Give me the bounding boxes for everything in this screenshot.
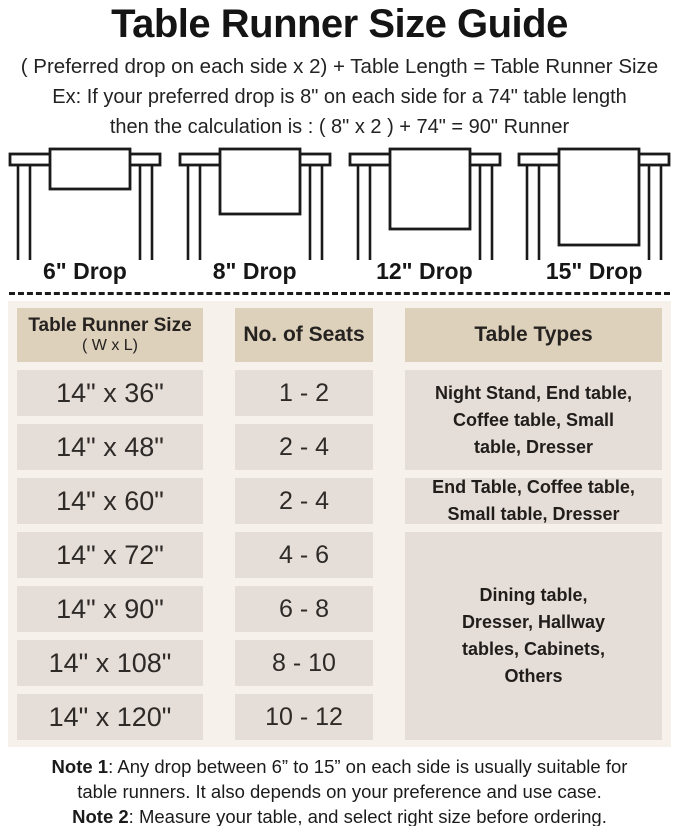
column-title: No. of Seats xyxy=(243,323,365,346)
footer-notes xyxy=(0,754,679,826)
drop-label: 6" Drop xyxy=(43,258,127,284)
page-title: Table Runner Size Guide xyxy=(111,2,568,46)
runner-shape xyxy=(559,149,639,245)
types-cell-large-tables xyxy=(405,532,662,740)
table-runner-15-drop-icon xyxy=(509,146,679,262)
header-cell-types xyxy=(405,308,662,362)
note-2-label: Note 2 xyxy=(72,806,129,826)
drop-label: 15" Drop xyxy=(545,258,643,284)
types-line: Dresser, Hallway xyxy=(461,612,606,632)
types-line: Dining table, xyxy=(479,585,588,605)
table-runner-8-drop-icon xyxy=(170,146,340,262)
types-line: End Table, Coffee table, xyxy=(432,477,635,497)
illustration-8-drop xyxy=(170,146,340,285)
note-2-line xyxy=(0,804,679,826)
types-cell-medium-tables xyxy=(405,478,662,524)
types-line: table, Dresser xyxy=(473,436,594,457)
formula-line: ( Preferred drop on each side x 2) + Table Length = Table Runner Size xyxy=(20,55,659,78)
note-1-line-2: table runners. It also depends on your preference and use case. xyxy=(77,781,602,802)
size-table xyxy=(8,301,671,747)
types-line: Small table, Dresser xyxy=(447,504,620,524)
header-cell-size xyxy=(17,308,203,362)
column-subtitle: ( W x L) xyxy=(82,336,138,354)
types-line: Coffee table, Small xyxy=(452,409,615,430)
types-line: tables, Cabinets, xyxy=(461,639,606,659)
size-cell: 14" x 108" xyxy=(17,640,203,686)
drop-illustrations-row xyxy=(0,146,679,285)
size-cell: 14" x 90" xyxy=(17,586,203,632)
seats-cell: 1 - 2 xyxy=(235,370,373,416)
header-cell-seats xyxy=(235,308,373,362)
dashed-divider xyxy=(9,292,670,295)
runner-shape xyxy=(220,149,300,214)
example-line-2: then the calculation is : ( 8" x 2 ) + 74" = 90" Runner xyxy=(109,116,570,138)
seats-cell: 6 - 8 xyxy=(235,586,373,632)
table-runner-size-guide xyxy=(0,2,679,826)
column-title: Table Types xyxy=(474,323,593,346)
types-line: Others xyxy=(504,666,563,686)
column-title: Table Runner Size xyxy=(28,315,192,337)
drop-label: 12" Drop xyxy=(376,258,473,284)
seats-cell: 8 - 10 xyxy=(235,640,373,686)
types-cell-small-tables xyxy=(405,370,662,470)
size-cell: 14" x 48" xyxy=(17,424,203,470)
seats-cell: 2 - 4 xyxy=(235,424,373,470)
seats-cell: 10 - 12 xyxy=(235,694,373,740)
types-line: Night Stand, End table, xyxy=(435,382,632,403)
seats-cell: 4 - 6 xyxy=(235,532,373,578)
note-1-text: : Any drop between 6” to 15” on each side is usually suitable for xyxy=(108,756,628,777)
seats-cell: 2 - 4 xyxy=(235,478,373,524)
table-runner-12-drop-icon xyxy=(340,146,510,262)
table-runner-6-drop-icon xyxy=(0,146,170,262)
illustration-15-drop xyxy=(509,146,679,285)
illustration-12-drop xyxy=(340,146,510,285)
example-line-1: Ex: If your preferred drop is 8" on each side for a 74" table length xyxy=(52,86,627,108)
runner-shape xyxy=(390,149,470,229)
runner-shape xyxy=(50,149,130,189)
drop-label: 8" Drop xyxy=(212,258,297,284)
size-cell: 14" x 120" xyxy=(17,694,203,740)
note-2-text: : Measure your table, and select right size before ordering. xyxy=(128,806,607,826)
note-1-line-1 xyxy=(0,754,679,779)
illustration-6-drop xyxy=(0,146,170,285)
size-cell: 14" x 72" xyxy=(17,532,203,578)
size-cell: 14" x 36" xyxy=(17,370,203,416)
size-cell: 14" x 60" xyxy=(17,478,203,524)
note-1-label: Note 1 xyxy=(51,756,109,777)
